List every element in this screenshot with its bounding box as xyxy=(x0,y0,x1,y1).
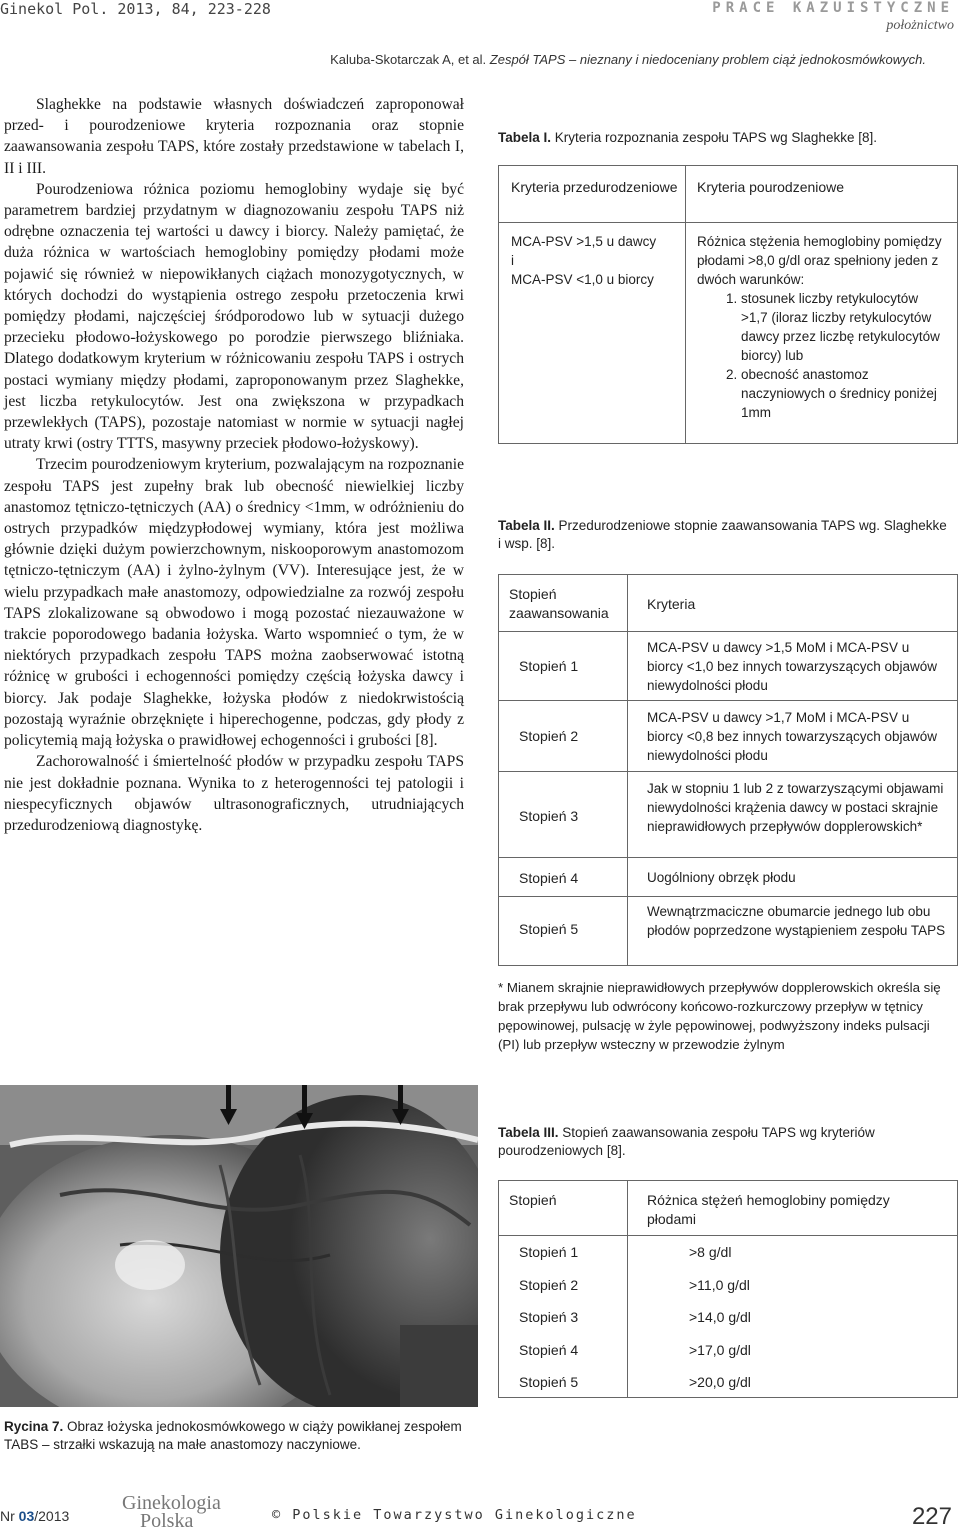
figure-label: Rycina 7. xyxy=(4,1419,64,1434)
table2-caption-text: Przedurodzeniowe stopnie zaawansowania TAPS wg. Slaghekke i wsp. [8]. xyxy=(498,518,947,551)
table2-col1-header: Stopień zaawansowania xyxy=(509,586,609,621)
table2-criteria: Uogólniony obrzęk płodu xyxy=(647,870,796,885)
page-number: 227 xyxy=(911,1503,952,1530)
table3-stage: Stopień 5 xyxy=(519,1374,579,1390)
table3-stage: Stopień 4 xyxy=(519,1342,579,1358)
table2-col2-header: Kryteria xyxy=(647,596,696,612)
table3-hb-diff: >17,0 g/dl xyxy=(689,1342,751,1358)
table2-row-rule xyxy=(499,857,957,858)
table2-row-rule xyxy=(499,896,957,897)
prenatal-criterion-recipient: MCA-PSV <1,0 u biorcy xyxy=(511,272,654,287)
body-paragraph: Trzecim pourodzeniowym kryterium, pozwalającym na rozpoznanie zespołu TAPS jest zupełny brak lub obecność niewielkiej liczby anastomoz tętniczo-tętniczych (AA) o średnicy <1mm, w odróżnieniu do ostrych przypadków międzypłodowej wymiany, która jest możliwa głównie dzięki dużym powierzchownym, niskooporowym anastomozom tętniczo-tętniczym (AA) i żylno-żylnym (VV). Interesujące jest, że w wielu przypadkach małe anastomozy, odpowiedzialne za rozwój zespołu TAPS zlokalizowane są obwodowo i mogą pozostać niezauważone w trakcie poporodowego badania łożyska. Warto wspomnieć o tym, że w niektórych przypadkach zespołu TAPS można zaobserwować istotną różnicę w grubości i echogenności pomiędzy częścią łożyska dawcy i biorcy. Jak podaje Slaghekke, łożyska płodów z niedokrwistością pozostają wyraźnie obrzęknięte i hiperechogenne, podczas, gdy płody z policytemią mają łożyska o prawidłowej echogenności i grubości [8]. xyxy=(4,456,464,750)
table3-hb-diff: >20,0 g/dl xyxy=(689,1374,751,1390)
table3-col2-header: Różnica stężeń hemoglobiny pomiędzy płodami xyxy=(647,1192,890,1227)
logo-line-2: Polska xyxy=(140,1510,194,1532)
issue-prefix: Nr xyxy=(0,1508,15,1524)
table2-row-rule xyxy=(499,771,957,772)
table2-stage: Stopień 3 xyxy=(519,808,579,824)
table2 xyxy=(498,574,958,966)
table1-col1-header: Kryteria przedurodzeniowe xyxy=(511,179,678,195)
running-citation xyxy=(330,52,926,67)
table2-row-rule xyxy=(499,700,957,701)
table2-stage: Stopień 1 xyxy=(519,658,579,674)
table1-prenatal-criteria xyxy=(511,232,681,289)
table1-caption-text: Kryteria rozpoznania zespołu TAPS wg Slaghekke [8]. xyxy=(554,130,877,145)
table2-footnote: * Mianem skrajnie nieprawidłowych przepływów dopplerowskich określa się brak przepływu lub odwrócony końcowo-rozkurczowy przepływ w tętnicy pępowinowej, pulsację w żyle pępowinowej, podwyższony indeks pulsacji (PI) lub przepływ wsteczny w przewodzie żylnym xyxy=(498,980,941,1052)
table1-postnatal-criteria xyxy=(697,232,947,422)
logo-line-1: Ginekologia xyxy=(122,1492,221,1514)
ginekologia-polska-logo xyxy=(122,1494,221,1530)
citation-authors: Kaluba-Skotarczak A, et al. xyxy=(330,52,487,67)
table2-criteria: Wewnątrzmaciczne obumarcie jednego lub obu płodów poprzedzone wystąpieniem zespołu TAPS xyxy=(647,904,946,938)
body-paragraph: Pourodzeniowa różnica poziomu hemoglobiny wydaje się być parametrem bardziej przydatnym w diagnozowaniu zespołu TAPS niż odrębne oznaczenia tej wartości u dawcy i biorcy. Należy pamiętać, że duża różnica w wartościach hemoglobiny pomiędzy płodami może pojawić się również w niepowikłanych ciążach monozygotycznych, w których dochodzi do wystąpienia ostrego zespołu przetoczenia krwi pomiędzy płodami, najczęściej śródporodowo lub w sytuacji dużego przecieku płodowo-łożyskowego po porodzie pierwszego bliźniaka. Dlatego dodatkowym kryterium w różnicowaniu zespołu TAPS i ostrych postaci wymiany między płodami, zaproponowanym przez Slaghekke, jest liczba retykulocytów. Jest ona zwiększona w przypadkach przewlekłych (TAPS), pozostaje natomiast w normie w sytuacji nagłej utraty krwi (ostry TTTS, masywny przeciek płodowo-łożyskowy). xyxy=(4,180,464,453)
table3 xyxy=(498,1180,958,1398)
copyright-icon: © xyxy=(272,1507,283,1523)
prenatal-criterion-donor: MCA-PSV >1,5 u dawcy xyxy=(511,234,657,249)
citation-title: Zespół TAPS – nieznany i niedoceniany problem ciąż jednokosmówkowych. xyxy=(489,52,926,67)
table2-stage: Stopień 2 xyxy=(519,728,579,744)
table3-stage: Stopień 2 xyxy=(519,1277,579,1293)
table2-criteria: MCA-PSV u dawcy >1,7 MoM i MCA-PSV u biorcy <0,8 bez innych towarzyszących objawów niewydolności płodu xyxy=(647,710,938,763)
figure-caption-text: Obraz łożyska jednokosmówkowego w ciąży powikłanej zespołem TABS – strzałki wskazują na małe anastomozy naczyniowe. xyxy=(4,1419,462,1452)
table3-hb-diff: >8 g/dl xyxy=(689,1244,732,1260)
table3-caption xyxy=(498,1124,953,1160)
table1-label: Tabela I. xyxy=(498,130,552,145)
issue-number-value: 03 xyxy=(18,1508,35,1524)
society-name: Polskie Towarzystwo Ginekologiczne xyxy=(292,1507,637,1523)
table1 xyxy=(498,165,958,444)
table2-stage: Stopień 5 xyxy=(519,921,579,937)
issue-number xyxy=(0,1508,69,1524)
figure-caption xyxy=(4,1418,474,1454)
body-text-column xyxy=(4,94,464,836)
table1-column-rule xyxy=(685,166,686,443)
table3-stage: Stopień 1 xyxy=(519,1244,579,1260)
table3-header-rule xyxy=(499,1235,957,1236)
postnatal-criterion-2: 2. obecność anastomoz naczyniowych o średnicy poniżej 1mm xyxy=(741,365,947,422)
issue-year: /2013 xyxy=(34,1508,70,1524)
table1-caption xyxy=(498,129,948,147)
prenatal-criterion-conjunction: i xyxy=(511,253,514,268)
table2-header-rule xyxy=(499,631,957,632)
table1-col2-header: Kryteria pourodzeniowe xyxy=(697,179,845,195)
table2-column-rule xyxy=(627,575,628,965)
table3-stage: Stopień 3 xyxy=(519,1309,579,1325)
table2-caption xyxy=(498,517,953,553)
section-label: PRACE KAZUISTYCZNE xyxy=(712,0,954,16)
table2-label: Tabela II. xyxy=(498,518,555,533)
table2-criteria: MCA-PSV u dawcy >1,5 MoM i MCA-PSV u biorcy <1,0 bez innych towarzyszących objawów niewydolności płodu xyxy=(647,640,938,693)
society-credit xyxy=(272,1507,637,1523)
table3-caption-text: Stopień zaawansowania zespołu TAPS wg kryteriów pourodzeniowych [8]. xyxy=(498,1125,875,1158)
table3-hb-diff: >14,0 g/dl xyxy=(689,1309,751,1325)
postnatal-criterion-1: 1. stosunek liczby retykulocytów >1,7 (iloraz liczby retykulocytów dawcy przez liczbę retykulocytów biorcy) lub xyxy=(741,289,947,365)
table2-stage: Stopień 4 xyxy=(519,870,579,886)
table3-column-rule xyxy=(627,1181,628,1397)
postnatal-criteria-intro: Różnica stężenia hemoglobiny pomiędzy płodami >8,0 g/dl oraz spełniony jeden z dwóch warunków: xyxy=(697,234,942,287)
table3-label: Tabela III. xyxy=(498,1125,559,1140)
table2-criteria: Jak w stopniu 1 lub 2 z towarzyszącymi objawami niewydolności krążenia dawcy w postaci skrajnie nieprawidłowych przepływów dopplerowskich* xyxy=(647,781,944,834)
table1-header-rule xyxy=(499,222,957,223)
subsection-label: położnictwo xyxy=(886,18,954,33)
table3-hb-diff: >11,0 g/dl xyxy=(689,1277,750,1293)
journal-reference: Ginekol Pol. 2013, 84, 223-228 xyxy=(0,0,271,18)
body-paragraph: Slaghekke na podstawie własnych doświadczeń zaproponował przed- i pourodzeniowe kryteria rozpoznania oraz stopnie zaawansowania zespołu TAPS, które zostały przedstawione w tabelach I, II i III. xyxy=(4,96,464,177)
placenta-photograph xyxy=(0,1085,478,1407)
body-paragraph: Zachorowalność i śmiertelność płodów w przypadku zespołu TAPS nie jest dokładnie poznana. Wynika to z heterogenności tej patologii i niespecyficznych objawów ultrasonograficznych, utrudniających przedurodzeniową diagnostykę. xyxy=(4,753,464,834)
table3-col1-header: Stopień xyxy=(509,1192,557,1208)
